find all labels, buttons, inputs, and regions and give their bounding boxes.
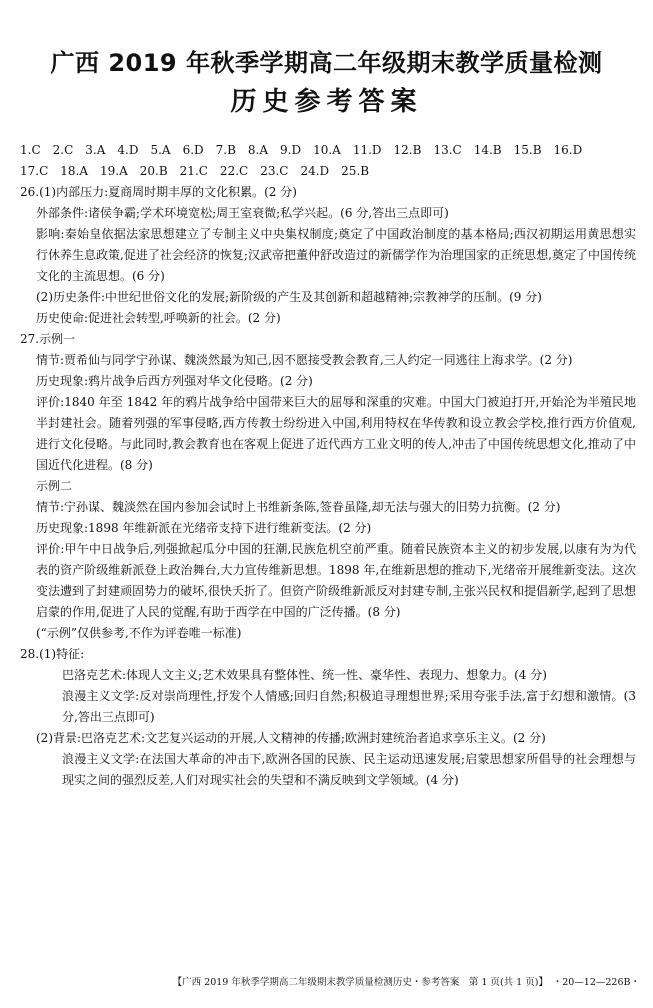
q27-ex1-phenomenon: 历史现象:鸦片战争后西方列强对华文化侵略。(2 分)	[36, 374, 313, 388]
page-footer: 【广西 2019 年秋季学期高二年级期末教学质量检测历史・参考答案 第 1 页(共 1 页)】 ・20—12—226B・	[172, 977, 640, 988]
choice-answers-line-1: 1.C 2.C 3.A 4.D 5.A 6.D 7.B 8.A 9.D 10.A 11.D 12.B 13.C 14.B 15.B 16.D	[20, 143, 583, 157]
q26-influence: 影响:秦始皇依据法家思想建立了专制主义中央集权制度;奠定了中国政治制度的基本格局;西汉初期运用黄思想实行休养生息政策,促进了社会经济的恢复;汉武帝把董仲舒改造过的新儒学作为治理国家的正统思想,奠定了中国传统文化的主流思想。(6 分)	[36, 227, 636, 283]
q28-background-baroque: (2)背景:巴洛克艺术:文艺复兴运动的开展,人文精神的传播;欧洲封建统治者追求享乐主义。(2 分)	[36, 731, 546, 745]
q27-ex1-plot: 情节:贾希仙与同学宁孙谋、魏淡然最为知己,因不愿接受教会教育,三人约定一同逃往上海求学。(2 分)	[36, 353, 573, 367]
choice-answers-line-2: 17.C 18.A 19.A 20.B 21.C 22.C 23.C 24.D 25.B	[20, 164, 370, 178]
q26-historical-mission: 历史使命:促进社会转型,呼唤新的社会。(2 分)	[36, 311, 281, 325]
document-title: 广西 2019 年秋季学期高二年级期末教学质量检测	[50, 49, 603, 77]
q26-external-conditions: 外部条件:诸侯争霸;学术环境宽松;周王室衰微;私学兴起。(6 分,答出三点即可)	[36, 206, 449, 220]
q26-historical-conditions: (2)历史条件:中世纪世俗文化的发展;新阶级的产生及其创新和超越精神;宗教神学的压制。(9 分)	[36, 290, 542, 304]
document-subtitle: 历史参考答案	[230, 87, 423, 117]
q28-background-romanticism: 浪漫主义文学:在法国大革命的冲击下,欧洲各国的民族、民主运动迅速发展;启蒙思想家所倡导的社会理想与现实之间的强烈反差,人们对现实社会的失望和不满反映到文学领域。(4 分)	[62, 752, 636, 787]
q28-baroque-features: 巴洛克艺术:体现人文主义;艺术效果具有整体性、统一性、豪华性、表现力、想象力。(4 分)	[62, 668, 547, 682]
q27-example-one-heading: 27.示例一	[20, 332, 76, 346]
q27-example-two-heading: 示例二	[36, 479, 73, 493]
q27-ex2-plot: 情节:宁孙谋、魏淡然在国内参加会试时上书维新条陈,签眷虽隆,却无法与强大的旧势力抗衡。(2 分)	[36, 500, 561, 514]
q27-ex2-evaluation: 评价:甲午中日战争后,列强掀起瓜分中国的狂潮,民族危机空前严重。随着民族资本主义的初步发展,以康有为为代表的资产阶级维新派登上政治舞台,大力宣传维新思想。1898 年,在维新思想的推动下,光绪帝开展维新变法。这次变法遭到了封建顽固势力的破坏,很快夭折了。但资产阶级维新派反对封建专制,主张兴民权和提倡新学,起到了思想启蒙的作用,促进了人民的觉醒,有助于西学在中国的广泛传播。(8 分)	[36, 542, 636, 619]
q28-features-heading: 28.(1)特征:	[20, 647, 85, 661]
answer-body	[20, 140, 636, 791]
q27-ex2-phenomenon: 历史现象:1898 年维新派在光绪帝支持下进行维新变法。(2 分)	[36, 521, 372, 535]
q27-ex1-evaluation: 评价:1840 年至 1842 年的鸦片战争给中国带来巨大的屈辱和深重的灾难。中国大门被迫打开,开始沦为半殖民地半封建社会。随着列强的军事侵略,西方传教士纷纷进入中国,利用特权在华传教和设立教会学校,推行西方价值观,进行文化侵略。与此同时,教会教育也在客观上促进了近代西方工业文明的传人,冲击了中国传统思想文化,推动了中国近代化进程。(8 分)	[36, 395, 636, 472]
q26-internal-pressure: 26.(1)内部压力:夏商周时期丰厚的文化积累。(2 分)	[20, 185, 297, 199]
q27-note: (“示例”仅供参考,不作为评卷唯一标准)	[36, 626, 242, 640]
q28-romanticism-features: 浪漫主义文学:反对崇尚理性,抒发个人情感;回归自然;积极追寻理想世界;采用夸张手法,富于幻想和激情。(3 分,答出三点即可)	[62, 689, 636, 724]
